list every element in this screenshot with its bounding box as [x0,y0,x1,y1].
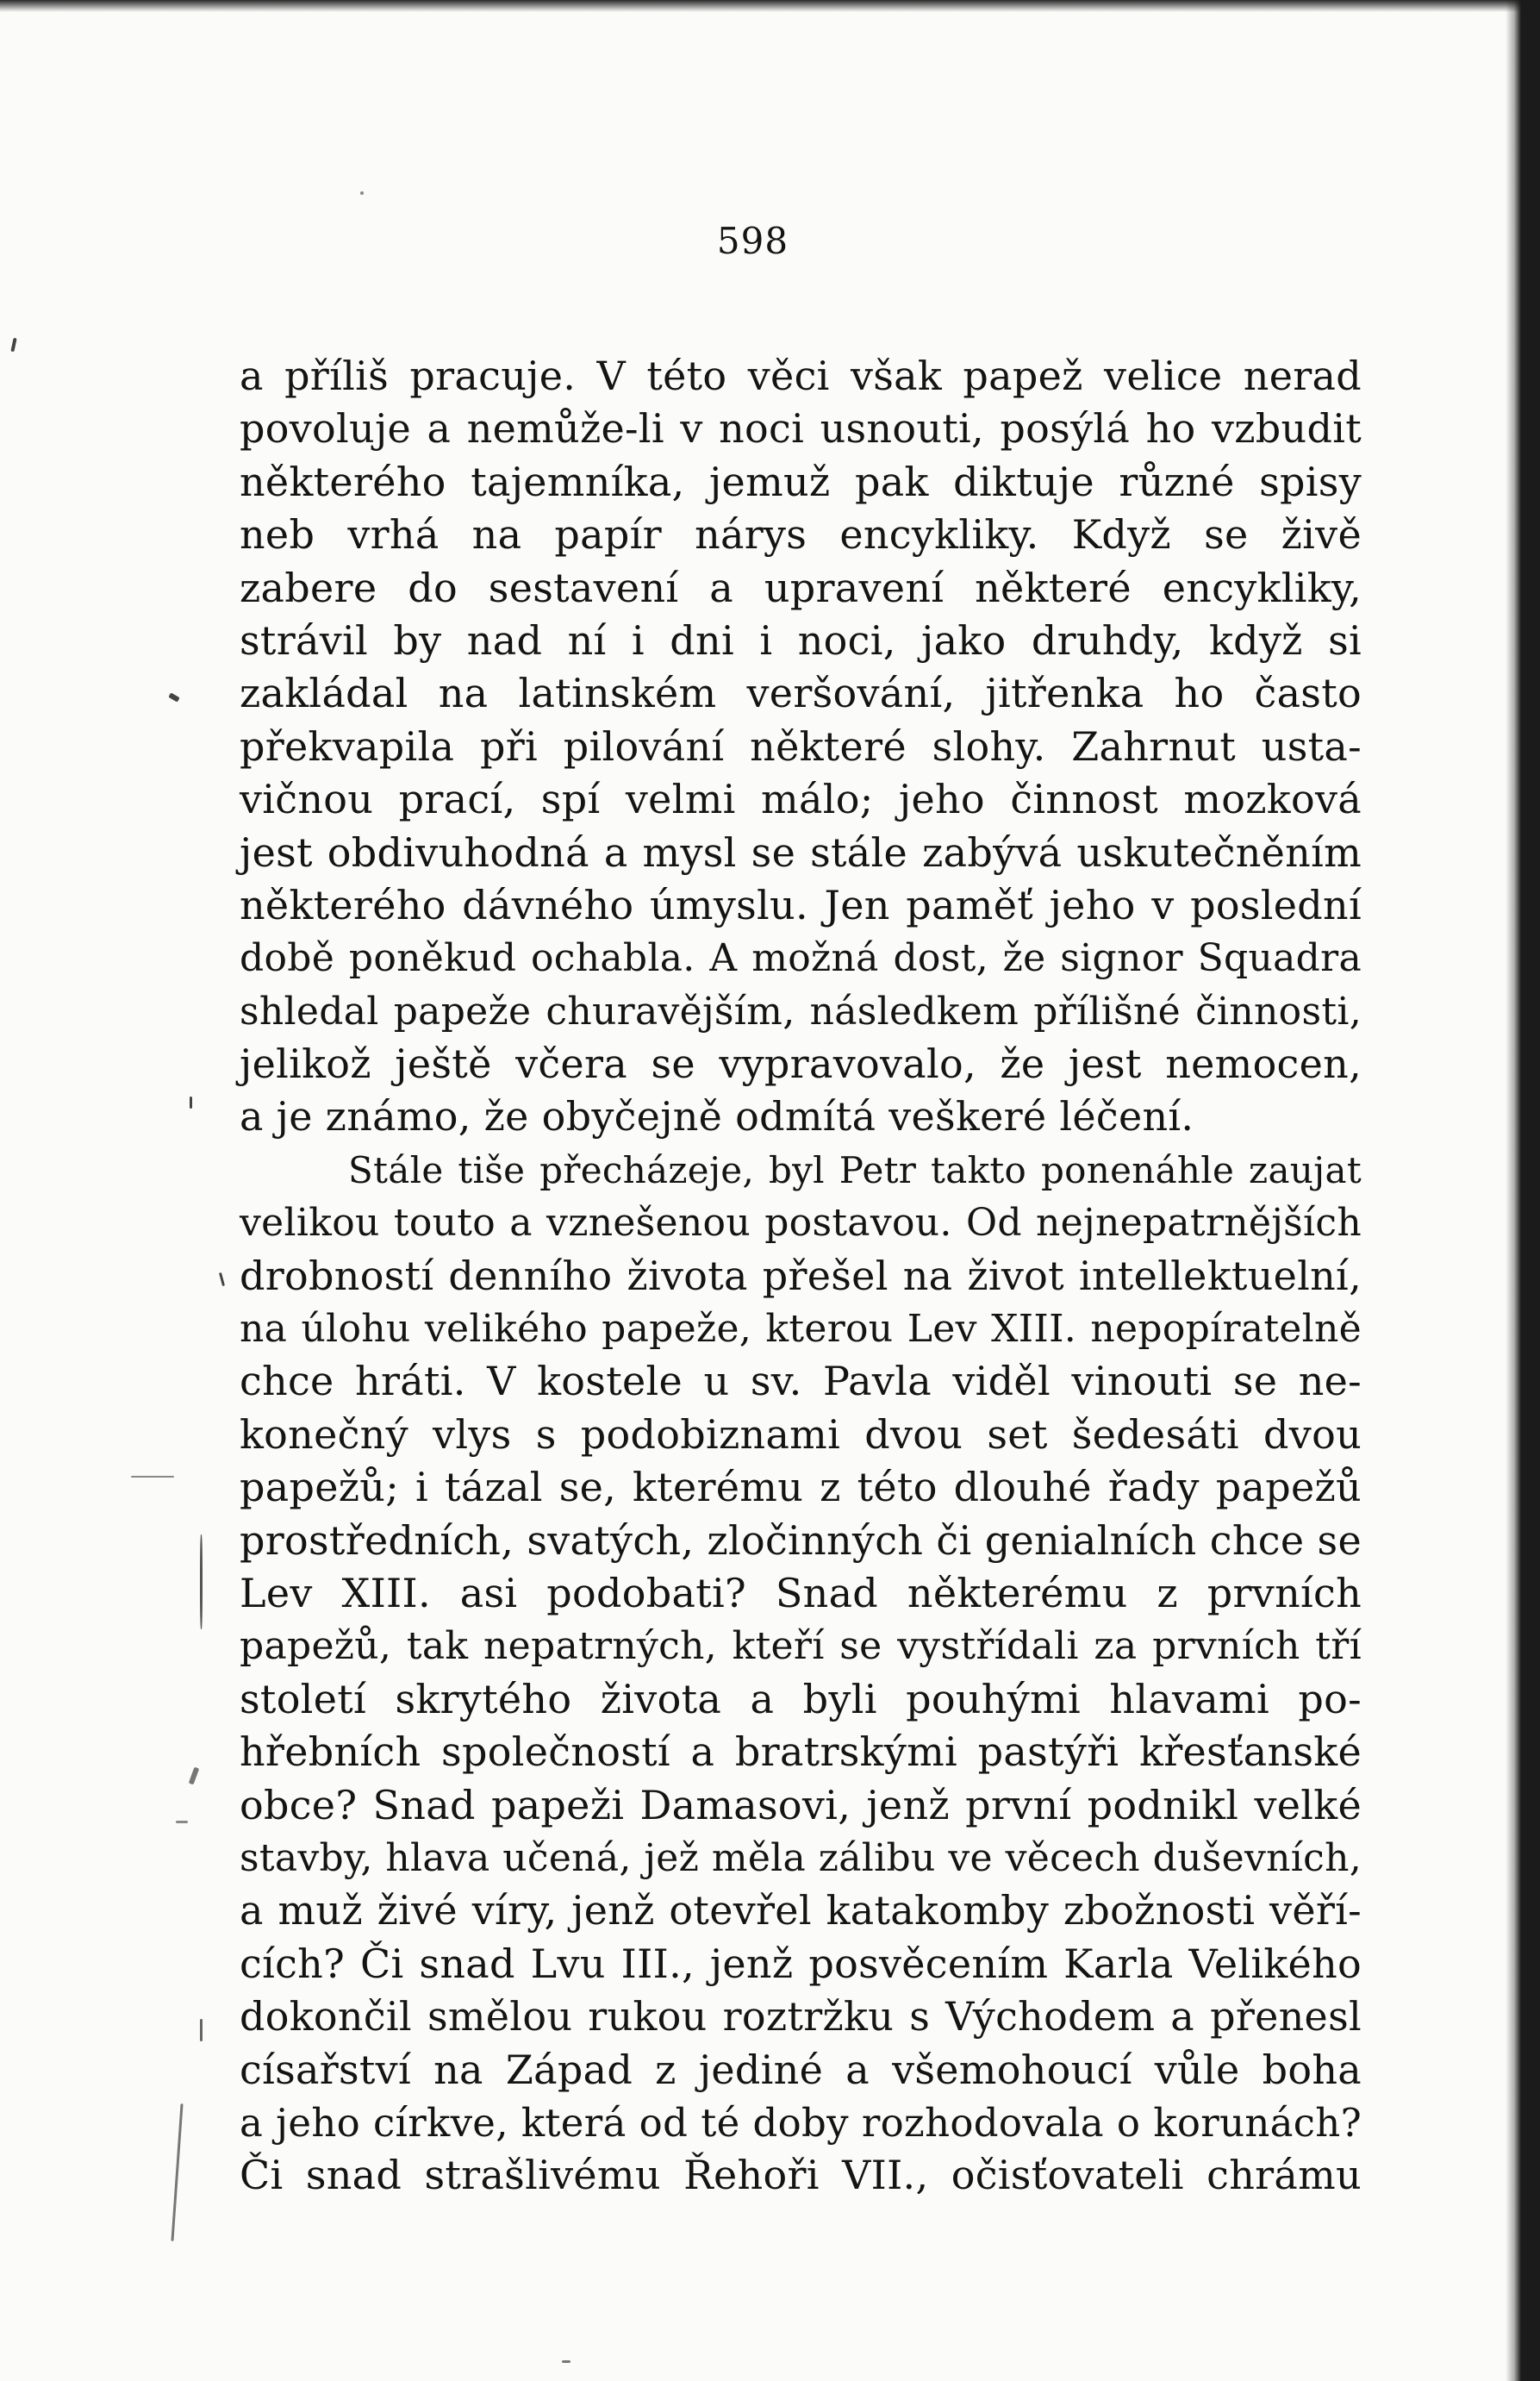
text-line: shledal papeže churavějším, následkem přílišné činnosti, [240,989,1362,1034]
margin-speck [131,1476,174,1478]
text-line: cích? Či snad Lvu III., jenž posvěcením Karla Velikého [240,1940,1362,1987]
text-line: hřebních společností a bratrskými pastýři křesťanské [240,1728,1362,1776]
text-line: chce hráti. V kostele u sv. Pavla viděl vinouti se ne- [240,1358,1362,1405]
text-line: jelikož ještě včera se vypravovalo, že jest nemocen, [240,1041,1362,1088]
text-line: některého tajemníka, jemuž pak diktuje různé spisy [240,458,1362,505]
text-line: zakládal na latinském veršování, jitřenka ho často [240,670,1362,717]
paragraph-last-line: a je známo, že obyčejně odmítá veškeré léčení. [240,1093,1194,1141]
text-line: Lev XIII. asi podobati? Snad některému z prvních [240,1569,1362,1616]
paragraph-first-line: Stále tiše přecházeje, byl Petr takto ponenáhle zaujat [348,1148,1362,1191]
text-line: době poněkud ochabla. A možná dost, že signor Squadra [240,936,1362,981]
margin-speck [168,692,179,702]
text-line: vičnou prací, spí velmi málo; jeho činnost mozková [240,776,1362,823]
text-line: strávil by nad ní i dni i noci, jako druhdy, když si [240,616,1362,664]
margin-bracket [200,1534,203,1629]
margin-speck [562,2360,570,2363]
scan-edge-right [1506,0,1540,2381]
text-line: drobností denního života přešel na život intellektuelní, [240,1252,1362,1299]
margin-speck [176,1821,188,1823]
text-line: obce? Snad papeži Damasovi, jenž první podnikl velké [240,1781,1362,1828]
page-number: 598 [716,220,789,262]
text-line: zabere do sestavení a upravení některé encykliky, [240,564,1362,611]
text-line: konečný vlys s podobiznami dvou set šedesáti dvou [240,1410,1362,1458]
text-line: překvapila při pilování některé slohy. Zahrnut usta- [240,722,1362,770]
text-line: prostředních, svatých, zločinných či genialních chce se [240,1516,1362,1564]
text-line: stavby, hlava učená, jež měla zálibu ve věcech duševních, [240,1835,1362,1880]
text-line: papežů; i tázal se, kterému z této dlouhé řady papežů [240,1464,1362,1511]
text-line: Či snad strašlivému Řehoři VII., očisťovateli chrámu [240,2152,1362,2199]
text-line: císařství na Západ z jediné a všemohoucí vůle boha [240,2046,1362,2093]
margin-speck [219,1272,225,1286]
text-line: některého dávného úmyslu. Jen paměť jeho v poslední [240,881,1362,928]
scan-edge-top [0,0,1540,12]
text-line: neb vrhá na papír nárys encykliky. Když se živě [240,511,1362,559]
margin-bracket [171,2103,183,2241]
text-line: povoluje a nemůže-li v noci usnouti, posýlá ho vzbudit [240,405,1362,453]
margin-speck [189,1767,199,1785]
text-line: jest obdivuhodná a mysl se stále zabývá uskutečněním [240,828,1362,876]
margin-speck [10,338,16,352]
margin-speck [360,191,364,195]
text-line: a příliš pracuje. V této věci však papež velice nerad [240,353,1362,399]
text-line: papežů, tak nepatrných, kteří se vystřídali za prvních tří [240,1624,1362,1669]
margin-speck [200,2019,203,2041]
text-line: na úlohu velikého papeže, kterou Lev XIII. nepopíratelně [240,1307,1362,1352]
text-line: a jeho církve, která od té doby rozhodovala o korunách? [240,2099,1362,2146]
text-line: velikou touto a vznešenou postavou. Od nejnepatrnějších [240,1201,1362,1246]
text-line: století skrytého života a byli pouhými hlavami po- [240,1675,1362,1722]
text-line: dokončil smělou rukou roztržku s Východem a přenesl [240,1993,1362,2040]
margin-speck [190,1097,192,1109]
text-line: a muž živé víry, jenž otevřel katakomby zbožnosti věří- [240,1887,1362,1934]
body-text [240,350,1362,2203]
